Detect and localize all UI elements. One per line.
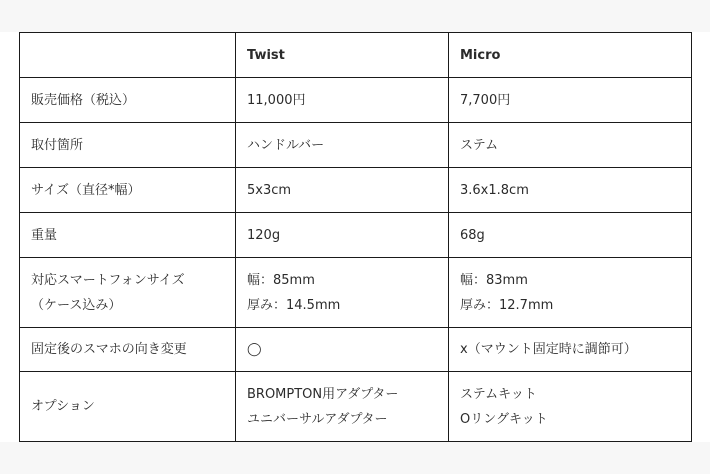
table-row-price: [20, 78, 692, 123]
micro-weight: 68g: [449, 213, 692, 258]
twist-phone-thickness: 厚み：14.5mm: [247, 297, 341, 313]
twist-phone-width: 幅：85mm: [247, 272, 315, 288]
row-label-phone-size-line1: 対応スマートフォンサイズ: [31, 272, 185, 288]
micro-mount-location: ステム: [449, 123, 692, 168]
micro-phone-size: [449, 258, 692, 328]
row-label-price: 販売価格（税込）: [20, 78, 236, 123]
top-margin: [0, 0, 710, 32]
row-label-phone-size-line2: （ケース込み）: [31, 297, 122, 313]
table-row-size: [20, 168, 692, 213]
table-row-options: [20, 372, 692, 442]
twist-price: 11,000円: [236, 78, 449, 123]
micro-phone-thickness: 厚み：12.7mm: [460, 297, 554, 313]
bottom-margin: [0, 442, 710, 474]
micro-orientation: x（マウント固定時に調節可）: [449, 328, 692, 372]
twist-option-universal-adapter: ユニバーサルアダプター: [247, 411, 388, 427]
table-row-weight: [20, 213, 692, 258]
micro-option-stem-kit: ステムキット: [460, 386, 537, 402]
header-row: [20, 33, 692, 78]
row-label-mount-location: 取付箇所: [20, 123, 236, 168]
micro-phone-width: 幅：83mm: [460, 272, 528, 288]
row-label-phone-size: [20, 258, 236, 328]
row-label-options: オプション: [20, 372, 236, 442]
micro-option-o-ring-kit: Oリングキット: [460, 411, 548, 427]
twist-mount-location: ハンドルバー: [236, 123, 449, 168]
micro-size: 3.6x1.8cm: [449, 168, 692, 213]
row-label-size: サイズ（直径*幅）: [20, 168, 236, 213]
row-label-weight: 重量: [20, 213, 236, 258]
comparison-table: [19, 32, 692, 442]
table-row-phone-size: [20, 258, 692, 328]
header-cell-micro: Micro: [449, 33, 692, 78]
twist-phone-size: [236, 258, 449, 328]
twist-options: [236, 372, 449, 442]
twist-size: 5x3cm: [236, 168, 449, 213]
table-row-orientation: [20, 328, 692, 372]
header-cell-blank: [20, 33, 236, 78]
header-cell-twist: Twist: [236, 33, 449, 78]
table-row-mount-location: [20, 123, 692, 168]
row-label-orientation: 固定後のスマホの向き変更: [20, 328, 236, 372]
twist-weight: 120g: [236, 213, 449, 258]
twist-option-brompton-adapter: BROMPTON用アダプター: [247, 386, 399, 402]
twist-orientation: ◯: [236, 328, 449, 372]
micro-price: 7,700円: [449, 78, 692, 123]
micro-options: [449, 372, 692, 442]
